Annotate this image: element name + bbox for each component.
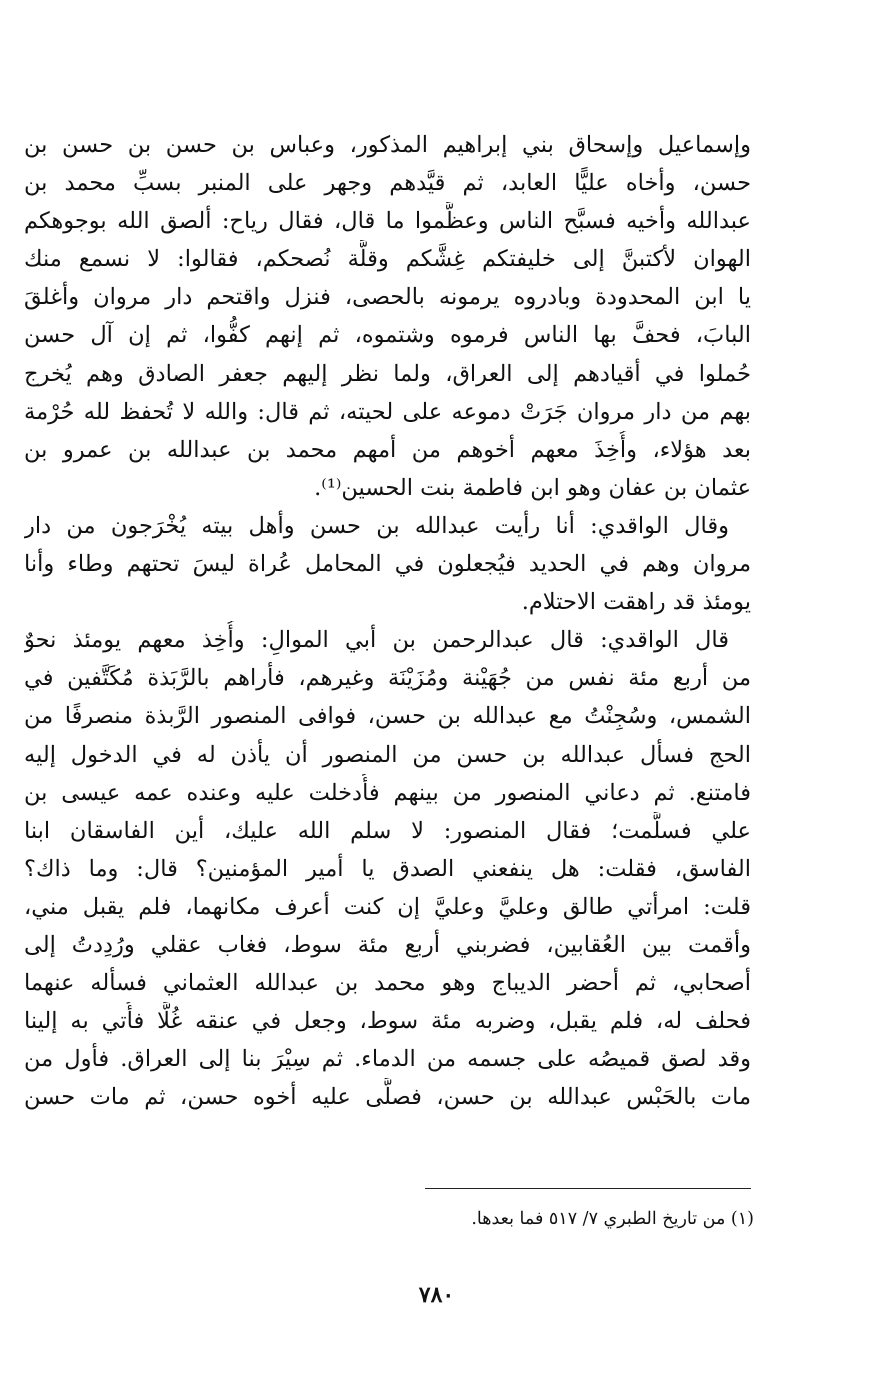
text-line: حسن، وأخاه عليًّا العابد، ثم قيَّدهم وجهر على المنبر بسبِّ محمد بن [24,170,751,197]
text-line: وأقمت بين العُقابين، فضربني أربع مئة سوط، فغاب عقلي ورُدِدتُ إلى [24,931,751,958]
text-line: علي فسلَّمت؛ فقال المنصور: لا سلم الله عليك، أين الفاسقان ابنا [24,817,751,844]
footnote-separator [425,1188,751,1189]
footnote: (١) من تاريخ الطبري ٧/ ٥١٧ فما بعدها. [471,1209,754,1229]
text-line: حُملوا في أقيادهم إلى العراق، ولما نظر إليهم جعفر الصادق وهم يُخرج [24,360,751,387]
text-line: الفاسق، فقلت: هل ينفعني الصدق يا أمير المؤمنين؟ قال: وما ذاك؟ [24,855,751,882]
text-line: فامتنع. ثم دعاني المنصور من بينهم فأُدخلت عليه وعنده عمه عيسى بن [24,779,751,806]
text-line: أصحابي، ثم أحضر الديباج وهو محمد بن عبدالله العثماني فسأله عنهما [24,970,751,997]
text-line: قلت: امرأتي طالق وعليَّ وعليَّ إن كنت أعرف مكانهما، فلم يقبل مني، [24,893,751,920]
paragraph-start-line: وقال الواقدي: أنا رأيت عبدالله بن حسن وأهل بيته يُخْرَجون من دار [24,512,729,539]
text-line: عبدالله وأخيه فسبَّح الناس وعظَّموا ما قال، فقال رياح: ألصق الله بوجوهكم [24,208,751,235]
text-line: مات بالحَبْس عبدالله بن حسن، فصلَّى عليه أخوه حسن، ثم مات حسن [24,1084,751,1111]
text-line: وإسماعيل وإسحاق بني إبراهيم المذكور، وعباس بن حسن بن حسن بن [24,132,751,158]
text-line: الشمس، وسُجِنْتُ مع عبدالله بن حسن، فوافى المنصور الرَّبذة منصرفًا من [24,703,751,730]
text-line: يومئذ قد راهقت الاحتلام. [521,589,751,616]
text-line: الهوان لأكتبنَّ إلى خليفتكم غِشَّكم وقلَّة نُصحكم، فقالوا: لا نسمع منك [24,246,751,273]
text-line: بهم من دار مروان جَرَتْ دموعه على لحيته، ثم قال: والله لا تُحفظ لله حُرْمة [24,398,751,425]
text-line: فحلف له، فلم يقبل، وضربه مئة سوط، وجعل في عنقه غُلًّا فأُتي به إلينا [24,1008,751,1035]
main-text-block [24,126,751,1116]
page-number: ٧٨٠ [418,1282,455,1308]
text-line: يا ابن المحدودة وبادروه يرمونه بالحصى، فنزل واقتحم دار مروان وأغلقَ [24,284,751,311]
text-line: وقد لصق قميصُه على جسمه من الدماء. ثم سِيْرَ بنا إلى العراق. فأول من [24,1046,751,1073]
text-line: الحج فسأل عبدالله بن حسن من المنصور أن يأذن له في الدخول إليه [24,741,751,768]
text-line: عثمان بن عفان وهو ابن فاطمة بنت الحسين⁽¹⁾. [314,474,751,501]
text-line: مروان وهم في الحديد فيُجعلون في المحامل عُراة ليسَ تحتهم وطاء وأنا [24,551,751,578]
text-line: من أربع مئة نفس من جُهَيْنة ومُزَيْنَة وغيرهم، فأراهم بالرَّبَذة مُكَتَّفين في [24,665,751,692]
text-line: البابَ، فحفَّ بها الناس فرموه وشتموه، ثم إنهم كفُّوا، ثم إن آل حسن [24,322,751,349]
paragraph-start-line: قال الواقدي: قال عبدالرحمن بن أبي الموالِ: وأُخِذ معهم يومئذ نحوٌ [24,627,729,654]
text-line: بعد هؤلاء، وأُخِذَ معهم أخوهم من أمهم محمد بن عبدالله بن عمرو بن [24,436,751,463]
